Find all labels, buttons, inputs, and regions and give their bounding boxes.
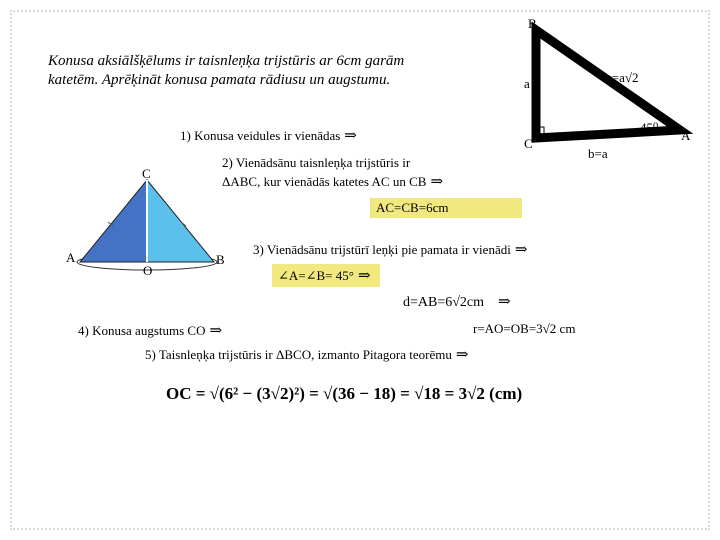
cone-label-c: C — [142, 166, 151, 181]
step-2-line-2 — [222, 172, 443, 191]
problem-text: Konusa aksiālšķēlums ir taisnleņķa trijstūris ar 6cm garām katetēm. Aprēķināt konusa pamata rādiusu un augstumu. — [48, 53, 405, 88]
label-side-c: c=a√2 — [606, 70, 639, 85]
step-3-text: 3) Vienādsānu trijstūrī leņķi pie pamata ir vienādi — [253, 242, 511, 257]
highlight-angles — [272, 264, 380, 287]
cone-label-a: A — [66, 250, 76, 265]
step-2-line-1: 2) Vienādsānu taisnleņķa trijstūris ir — [222, 155, 411, 170]
label-side-a: a — [524, 76, 530, 91]
step-4-text: 4) Konusa augstums CO — [78, 323, 206, 338]
cone-label-b: B — [216, 252, 225, 267]
arrow-icon: ⇒ — [209, 323, 223, 339]
arrow-icon: ⇒ — [430, 174, 444, 190]
cone-right-half — [147, 180, 214, 262]
arrow-icon: ⇒ — [357, 268, 371, 284]
label-angle-45: 45⁰ — [640, 120, 659, 135]
step-5 — [145, 345, 468, 364]
arrow-icon: ⇒ — [514, 242, 528, 258]
label-vertex-a: A — [681, 128, 691, 143]
step-5-text: 5) Taisnleņķa trijstūris ir ΔBCO, izmanto Pitagora teorēmu — [145, 347, 452, 362]
angles-text: ∠A=∠B= 45° — [278, 268, 354, 283]
diameter-text: d=AB=6√2cm — [403, 295, 485, 310]
cone-label-o: O — [143, 263, 153, 278]
label-side-b: b=a — [588, 146, 608, 161]
highlight-ac-cb: AC=CB=6cm — [370, 198, 522, 218]
step-1-text: 1) Konusa veidules ir vienādas — [180, 128, 341, 143]
radius-result: r=AO=OB=3√2 cm — [473, 321, 576, 336]
cone-left-half — [80, 180, 147, 262]
step-1 — [180, 126, 357, 145]
step-4 — [78, 321, 222, 340]
step-3 — [253, 240, 527, 259]
label-vertex-c: C — [524, 136, 533, 151]
arrow-icon: ⇒ — [344, 128, 357, 144]
step-2-text: ΔABC, kur vienādās katetes AC un CB — [222, 174, 427, 189]
diameter-result — [403, 292, 511, 311]
arrow-icon: ⇒ — [498, 294, 511, 310]
arrow-icon: ⇒ — [455, 347, 469, 363]
final-formula: OC = √(6² − (3√2)²) = √(36 − 18) = √18 = 3√2 (cm) — [166, 384, 523, 403]
label-vertex-b: B — [528, 16, 537, 31]
